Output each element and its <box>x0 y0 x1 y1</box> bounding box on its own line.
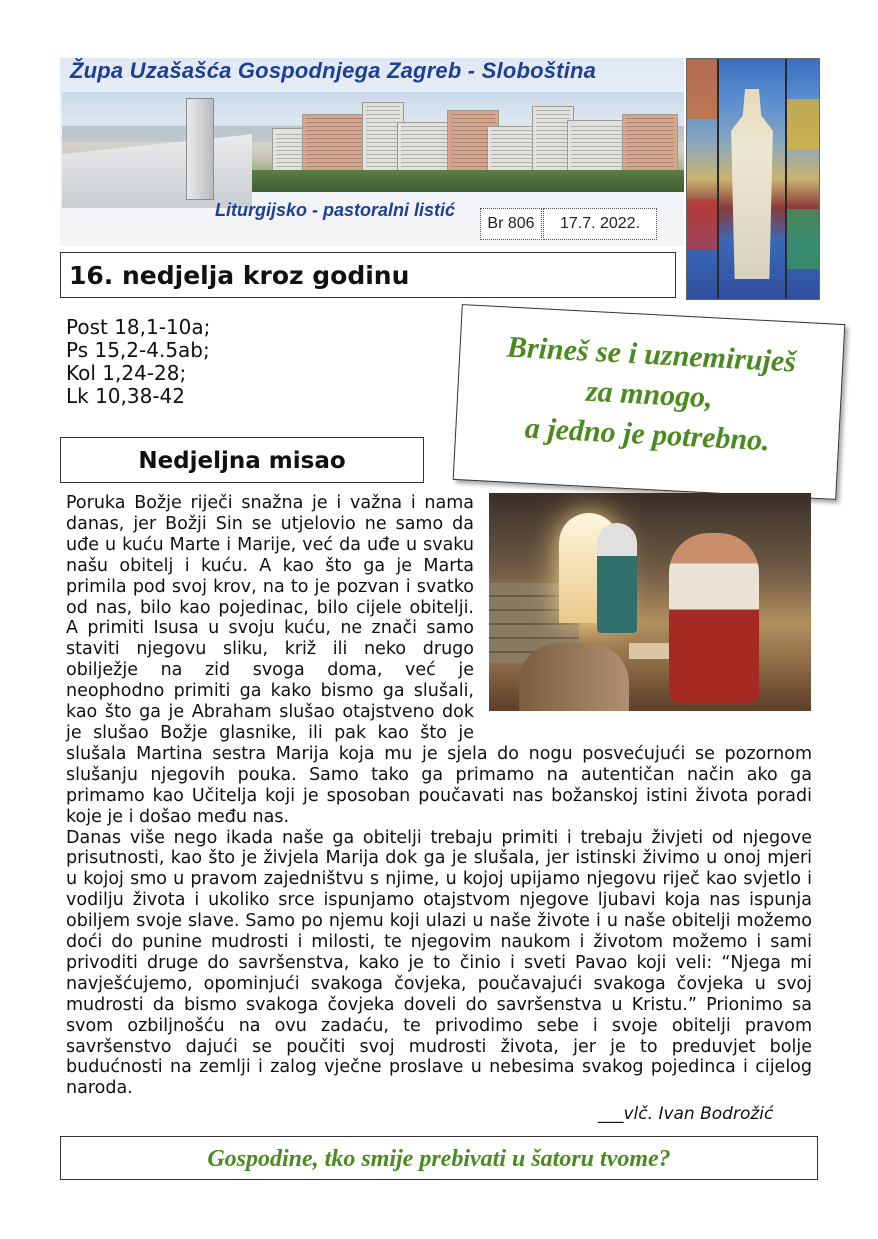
reading-item: Kol 1,24-28; <box>66 361 187 385</box>
quote-line: za mnogo, <box>585 374 714 415</box>
martha-mary-painting <box>489 493 811 711</box>
footer-question: Gospodine, tko smije prebivati u šatoru tvome? <box>60 1136 818 1180</box>
bell-tower <box>186 98 214 200</box>
quote-line: Brineš se i uznemiruješ <box>506 330 797 379</box>
gospel-quote-box <box>453 304 846 500</box>
stained-glass-image <box>686 58 820 300</box>
issue-date: 17.7. 2022. <box>543 208 657 240</box>
leaflet-subtitle: Liturgijsko - pastoralni listić <box>215 200 456 220</box>
quote-line: a jedno je potrebno. <box>524 411 771 458</box>
sunday-title: 16. nedjelja kroz godinu <box>60 252 676 298</box>
author-signature: ___vlč. Ivan Bodrožić <box>598 1104 774 1124</box>
reflection-paragraph: Poruka Božje riječi snažna je i važna i nama danas, jer Božji Sin se utjelovio ne samo da uđe u kuću Marte i Marije, već da uđe u svaku našu obitelj i kuću. A kao što ga je Marta primila pod svoj krov, na to je pozvan i svatko od nas, bilo kao pojedinac, bilo cijele obitelji. A primiti Isusa u svoju kuću, ne znači samo staviti njegovu sliku, križ ili neko drugo obilježje na zid svoga doma, već je neophodno primiti ga kako bismo ga slušali, kao što ga je Abraham slušao otajstveno dok je slušao Božje glasnike, ili pak kao što je slušala Martina sestra Marija koja mu je sjela do nogu posvećujući se pozornom slušanju njegovih pouka. Samo tako ga primamo na autentičan način ako ga primamo kao Učitelja koji je sposoban poučavati nas božanskoj istini života poradi koje je i došao među nas. <box>66 493 812 827</box>
section-title: Nedjeljna misao <box>60 437 424 483</box>
readings-list <box>66 316 210 408</box>
reading-item: Lk 10,38-42 <box>66 384 186 408</box>
reading-item: Ps 15,2-4.5ab; <box>66 338 210 362</box>
issue-number: Br 806 <box>480 208 542 240</box>
reading-item: Post 18,1-10a; <box>66 315 211 339</box>
reflection-paragraph: Danas više nego ikada naše ga obitelji trebaju primiti i trebaju živjeti od njegove prisutnosti, kao što je živjela Marija dok ga je slušala, jer istinski živimo u onoj mjeri u kojoj smo u pravom zajedništvu s njime, u kojoj upijamo njegovu riječ kao svjetlo i vodilju života i ukoliko srce ispunjamo otajstvom njegove ljubavi koja nas ispunja obiljem svoje slave. Samo po njemu koji ulazi u naše živote i u naše obitelji možemo doći do punine mudrosti i milosti, te njegovim naukom i životom možemo i sami privoditi druge do savršenstva, kako je to činio i sveti Pavao koji veli: “Njega mi navješćujemo, opominjući svakoga čovjeka, poučavajući svakoga čovjeka u svoj mudrosti da bismo svakoga čovjeka doveli do savršenstva u Kristu.” Prionimo sa svom ozbiljnošću na ovu zadaću, te privodimo sebe i svoje obitelji pravom savršenstvo dajući se poučiti svoj mudrosti života, jer je to preduvjet bolje budućnosti na zemlji i zalog vječne proslave u nebesima svakog pojedinca i cijelog naroda. <box>66 827 812 1099</box>
parish-name: Župa Uzašašća Gospodnjega Zagreb - Sloboština <box>70 58 597 83</box>
